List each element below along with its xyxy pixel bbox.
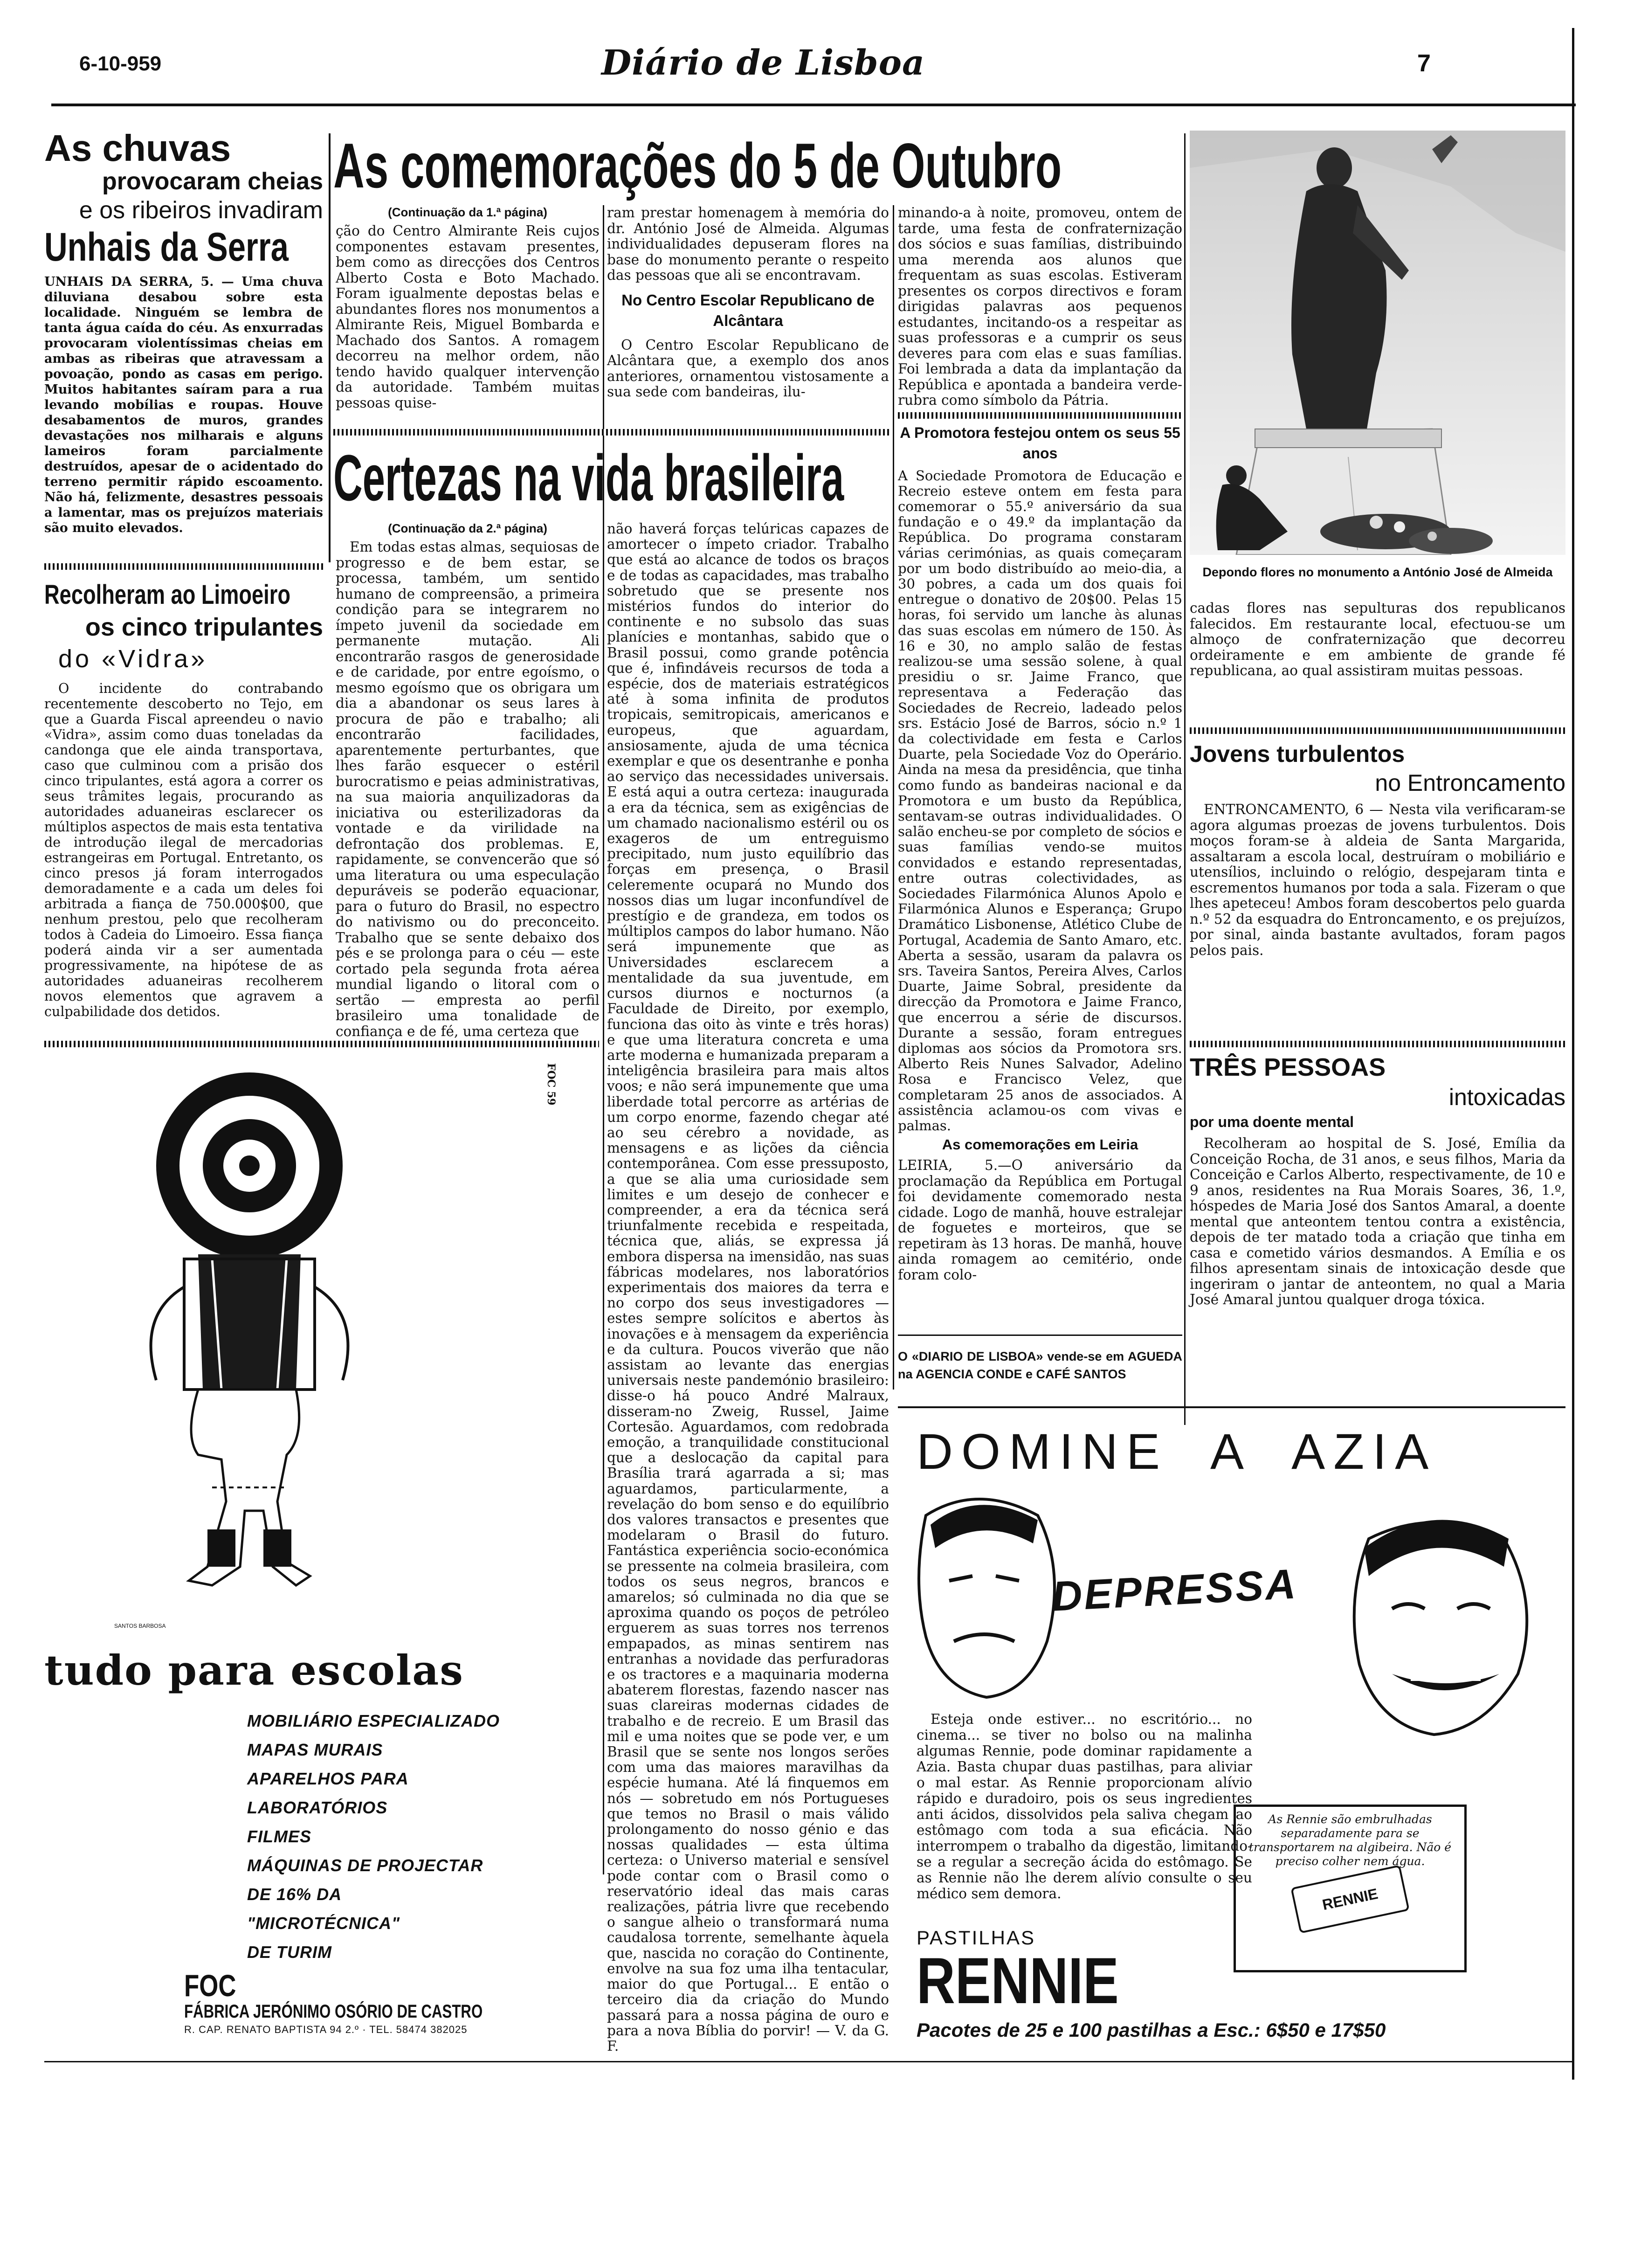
- limoeiro-body: O incidente do contrabando recentemente descoberto no Tejo, em que a Guarda Fiscal apreendeu o navio «Vidra», assim como duas toneladas da candonga que ele ainda transportava, caso que culminou com a prisão dos cinco tripulantes, está agora a correr os seus trâmites legais, procurando as autoridades aduaneiras esclarecer os múltiplos aspectos de mais esta tentativa de introdução ilegal de mercadorias estrangeiras em Portugal. Entretanto, os cinco presos já foram interrogados demoradamente e a cada um deles foi arbitrada a fiança de 750.000$00, que nenhum prestou, pelo que recolheram todos à Cadeia do Limoeiro. Essa fiança poderá ainda vir a ser aumentada progressivamente, na hipótese de as autoridades aduaneiras recolherem novos elementos que agravem a culpabilidade dos detidos.: [44, 681, 323, 1019]
- chuvas-kicker: As chuvas: [44, 127, 231, 169]
- certezas-cont: (Continuação da 2.ª página): [388, 521, 547, 535]
- foc-slogan: tudo para escolas: [44, 1646, 464, 1694]
- comemoracoes-col1: [336, 205, 600, 411]
- bottom-rule: [44, 2061, 1573, 2062]
- foc-ad: [44, 1054, 599, 2033]
- chuvas-headline: Unhais da Serra: [44, 225, 289, 270]
- jovens-line1: Jovens turbulentos: [1190, 741, 1405, 767]
- comemoracoes-col3c-text: LEIRIA, 5.—O aniversário da proclamação da República em Portugal foi devidamente comemorado nesta cidade. Logo de manhã, houve estralejar de foguetes e morteiros, que se repetiram às 13 horas. De manhã, houve ainda romagem ao cemitério, onde foram colo-: [898, 1157, 1182, 1283]
- masthead-rule: [51, 104, 1576, 106]
- foc-item: DE 16% DA: [247, 1885, 342, 1904]
- comemoracoes-col3b-text: A Sociedade Promotora de Educação e Recreio esteve ontem em festa para comemorar o 55.º aniversário da sua fundação e o 49.º da implantação da República. Do programa constaram várias cerimónias, as quais começaram por um bodo distribuído ao meio-dia, a 30 pobres, a cada um dos quais foi entregue o donativo de 20$00. Pelas 15 horas, foi servido um lanche às alunas das suas escolas em número de 150. Às 16 e 30, no amplo salão de festas realizou-se uma sessão solene, à qual presidiu o sr. Jaime Franco, que representava a Federação das Sociedades de Recreio, ladeado pelos srs. Estácio José de Barros, sócio n.º 1 da colectividade em festa e Carlos Duarte, pela Sociedade Voz do Operário. Ainda na mesa da presidência, que tinha como fundo as bandeiras nacional e da Promotora e um busto da República, sentavam-se outras individualidades. O salão encheu-se por completo de sócios e suas famílias vendo-se muitos convidados e estando representadas, entre outras colectividades, as Sociedades Filarmónica Alunos Apolo e Filarmónica Alunos e Esperança; Grupo Dramático Lisbonense, Atlético Clube de Portugal, Academia de Santo Amaro, etc. Aberta a sessão, usaram da palavra os srs. Taveira Santos, Pereira Alves, Carlos Duarte, Jaime Sobral, presidente da direcção da Promotora e Jaime Franco, que encerrou a série de discursos. Durante a sessão, foram entregues diplomas aos sócios da Promotora srs. Alberto Reis Nunes Salvador, Adelino Rosa e Francisco Velez, que completaram 25 anos de associados. A assistência aclamou-os com vivas e palmas.: [898, 467, 1182, 1134]
- foc-item: "MICROTÉCNICA": [247, 1914, 400, 1933]
- certezas-col1: [336, 521, 600, 1039]
- rennie-info-box: [1234, 1805, 1467, 1972]
- limoeiro-line2: os cinco tripulantes: [85, 613, 323, 641]
- comemoracoes-col4-text: cadas flores nas sepulturas dos republicanos falecidos. Em restaurante local, efectuou-se um almoço de confraternização que decorreu ordeiramente e em ambiente de grande fé republicana, ao qual assistiram muitas pessoas.: [1190, 600, 1565, 678]
- comemoracoes-col3: [898, 205, 1182, 1283]
- comemoracoes-headline: As comemorações do 5 de Outubro: [333, 130, 1062, 201]
- foc-item: DE TURIM: [247, 1943, 332, 1962]
- boy-with-target-illustration: [44, 1054, 599, 1637]
- monument-photo: [1190, 131, 1565, 555]
- newspaper-title: Diário de Lisboa: [601, 43, 925, 83]
- rennie-headline: DOMINE A AZIA: [917, 1423, 1437, 1480]
- comemoracoes-col2b-text: O Centro Escolar Republicano de Alcântara que, a exemplo dos anos anteriores, ornamentou vistosamente a sua sede com bandeiras, ilu-: [607, 337, 889, 400]
- article-tres: [1190, 1052, 1565, 1308]
- certezas-col2-text: não haverá forças telúricas capazes de amortecer o ímpeto criador. Trabalho que está ao alcance de todos os braços e de todas as capacidades, mas trabalho sobretudo que se presente nos mistérios fundos do interior do continente e no subsolo das suas planícies e montanhas, sabido que o Brasil possui, como grande potência que é, infindáveis recursos de toda a espécie, dos de materiais estratégicos até à soma infinita de produtos tropicais, semitropicais, americanos e europeus, que aguardam, ansiosamente, ajuda de uma técnica exemplar e que os desentranhe e ponha ao serviço das necessidades universais. E está aqui a outra certeza: inaugurada a era da técnica, sem as exigências de um chamado nacionalismo estéril ou os exageros de um entreguismo precipitado, num justo equilíbrio das forças em presença, o Brasil celeremente ocupará no Mundo dos nossos dias um lugar inconfundível de prestígio e de grandeza, em todos os múltiplos campos do labor humano. Não será impunemente que as Universidades esclarecem a mentalidade da sua juventude, em cursos diurnos e nocturnos (a Faculdade de Direito, por exemplo, funciona das oito às vinte e três horas) e que uma literatura concreta e uma arte moderna e humanizada preparam a inteligência brasileira para mais altos voos; e não será impunemente que uma liberdade total percorre as artérias de um corpo enorme, fazendo chegar até ao seu cérebro a novidade, as mensagens e as lições da ciência contemporânea. Com esse pressuposto, a que se alia uma curiosidade sem limites e um desejo de conhecer e compreender, a era da técnica será triunfalmente recebida e respeitada, técnica que, aliás, se expressa já embora dispersa na imensidão, nas suas fábricas modelares, nos laboratórios experimentais dos maiores da terra e no corpo dos seus investigadores — estes sempre solícitos e abertos às inovações e à mensagem da experiência e da cultura. Poucos viverão que não assistam ao levante das energias universais neste pandemónio brasileiro: disse-o há pouco André Malraux, disseram-no Zweig, Russel, Jaime Cortesão. Aguardamos, com redobrada emoção, a tranquilidade constitucional que a deslocação da capital para Brasília trará agarrada a si; mas aguardamos, particularmente, a revelação do bom senso e do equilíbrio dos valores transactos e presentes que modelaram o Brasil do futuro. Fantástica experiência socio-económica se pressente na colmeia brasileira, com todos os seus negros, brancos e amarelos; só culminada no dia que se aproxima quando os poços de petróleo erguerem as suas torres nos terrenos empapados, as minas sentirem nas entranhas a novidade das perfuradoras e os tractores e a maquinaria moderna abaterem florestas, fazendo nascer nas suas clareiras modernas cidades de trabalho e de recreio. E um Brasil das mil e uma noites que se pode ver, e um Brasil que se sente nos longos serões com uma das maiores maravilhas da espécie humana. Até lá finquemos em nós — sobretudo em nós Portugueses que temos no Brasil o mais válido prolongamento do nosso génio e das nossas qualidades — esta última certeza: o Universo material e sensível pode contar com o Brasil como o reservatório ideal das mais caras realizações, pátria livre que recebendo o sangue alheio o transformará numa caudalosa torrente, semelhante àquela que, nascida no coração do Continente, envolve na sua foz uma ilha tentacular, maior do que Portugal... E então o terceiro dia da criação do Mundo passará para a nossa página de ouro e para a nova Bíblia do porvir! — V. da G. F.: [607, 521, 889, 2054]
- tres-line1: TRÊS PESSOAS: [1190, 1053, 1386, 1081]
- sub-promotora: A Promotora festejou ontem os seus 55 anos: [900, 424, 1180, 462]
- rennie-faces-illustration: [898, 1487, 1565, 1749]
- limoeiro-line1: Recolheram ao Limoeiro: [44, 580, 290, 610]
- foc-item: FILMES: [247, 1827, 311, 1846]
- monument-photo-image: [1190, 131, 1565, 555]
- photo-caption: Depondo flores no monumento a António José de Almeida: [1202, 565, 1553, 579]
- rennie-brand: RENNIE: [917, 1944, 1119, 2017]
- jovens-body: ENTRONCAMENTO, 6 — Nesta vila verificaram-se agora algumas proezas de jovens turbulentos. Dois moços foram-se à aldeia de Santa Margarida, assaltaram a escola local, destruíram o mobiliário e utensílios, incluindo o relógio, despejaram tinta e escrementos humanos por toda a sala. Fizeram o que lhes apeteceu! Ambos foram descobertos pelo guarda n.º 52 da esquadra do Entroncamento, e os prejuízos, por sinal, ainda bastante avultados, foram pagos pelos pais.: [1190, 802, 1565, 958]
- chuvas-line3: e os ribeiros invadiram: [79, 197, 323, 224]
- foc-address: R. CAP. RENATO BAPTISTA 94 2.º · TEL. 58474 382025: [184, 2024, 468, 2035]
- rennie-badge: DEPRESSA: [1050, 1561, 1299, 1620]
- page-date: 6-10-959: [79, 52, 162, 75]
- divider-certezas: [333, 429, 889, 436]
- article-chuvas: [44, 127, 323, 536]
- tres-body: Recolheram ao hospital de S. José, Emília da Conceição Rocha, de 31 anos, e seus filhos, Maria da Conceição e Carlos Alberto, respectivamente, de 10 e 9 anos, residentes na Rua Morais Soares, 36, 1.º, hóspedes de Maria José dos Santos Amaral, a doente mental que anteontem tentou contra a existência, depois de ter matado toda a criação que tinha em casa e cometido vários desmandos. A Emília e os filhos apresentam sinais de intoxicação desde que ingeriram o jantar de anteontem, no qual a Maria José Amaral juntou qualquer droga tóxica.: [1190, 1135, 1565, 1307]
- page-number: 7: [1417, 50, 1431, 77]
- comemoracoes-col2: [607, 205, 889, 400]
- col-sep-4: [1184, 133, 1186, 1425]
- rennie-pack-label: RENNIE: [1321, 1885, 1379, 1913]
- chuvas-line2: provocaram cheias: [102, 168, 323, 195]
- article-limoeiro: [44, 578, 323, 1019]
- rennie-pack-icon: [1290, 1865, 1410, 1934]
- divider-2: [44, 1041, 599, 1047]
- chuvas-body: UNHAIS DA SERRA, 5. — Uma chuva diluviana desabou sobre esta localidade. Ninguém se lembra de tanta água caída do céu. As enxurradas provocaram violentíssimas cheias em ambas as ribeiras que atravessam a povoação, pondo as casas em perigo. Muitos habitantes saíram para a rua levando mobílias e roupas. Houve desabamentos de muros, grandes devastações nos milharais e alguns lameiros foram parcialmente destruídos, apesar de o acidentado do terreno permitir rápido escoamento. Não há, felizmente, desastres pessoais a lamentar, mas os prejuízos materiais são muito elevados.: [44, 275, 323, 535]
- foc-artist: SANTOS BARBOSA: [114, 1623, 166, 1629]
- right-edge-rule: [1572, 28, 1574, 2080]
- tres-line3: por uma doente mental: [1190, 1113, 1354, 1130]
- rennie-body: Esteja onde estiver... no escritório... no cinema... se tiver no bolso ou na malinha algumas Rennie, pode dominar rapidamente a Azia. Basta chupar duas pastilhas, para aliviar o mal estar. As Rennie proporcionam alívio rápido e duradoiro, pois os seus ingredientes anti ácidos, dissolvidos pela saliva chegam ao estômago com toda a sua eficácia. Não interrompem o trabalho da digestão, limitando-se a regular a secreção ácida do estômago. Se as Rennie não lhe derem alívio consulte o seu médico sem demora.: [917, 1711, 1252, 1902]
- foc-items-list: [247, 1707, 601, 1967]
- rennie-box-text: As Rennie são embrulhadas separadamente para se transportarem na algibeira. Não é preciso colher nem água.: [1248, 1812, 1452, 1868]
- divider-jovens: [1190, 727, 1565, 734]
- sub-leiria: As comemorações em Leiria: [942, 1136, 1138, 1153]
- certezas-headline: Certezas na vida brasileira: [333, 441, 844, 514]
- agents-rule: [898, 1335, 1182, 1336]
- rennie-top-rule: [898, 1406, 1565, 1408]
- foc-item: MOBILIÁRIO ESPECIALIZADO: [247, 1711, 500, 1730]
- jovens-line2: no Entroncamento: [1375, 770, 1565, 796]
- rennie-pastilhas: PASTILHAS: [917, 1927, 1035, 1949]
- col-sep-3: [893, 205, 894, 1390]
- foc-item: LABORATÓRIOS: [247, 1798, 388, 1817]
- foc-item: MÁQUINAS DE PROJECTAR: [247, 1856, 483, 1875]
- sub-alcantara: No Centro Escolar Republicano de Alcântara: [621, 291, 875, 329]
- foc-company: FÁBRICA JERÓNIMO OSÓRIO DE CASTRO: [184, 2001, 483, 2022]
- limoeiro-line3: do «Vidra»: [58, 645, 208, 673]
- foc-item: MAPAS MURAIS: [247, 1740, 383, 1759]
- comemoracoes-cont: (Continuação da 1.ª página): [388, 205, 547, 219]
- foc-brand: FOC: [184, 1968, 236, 2003]
- foc-code: FOC 59: [545, 1063, 557, 1106]
- foc-item: APARELHOS PARA: [247, 1769, 409, 1788]
- divider-1: [44, 563, 323, 570]
- article-jovens: [1190, 740, 1565, 958]
- comemoracoes-col1-text: ção do Centro Almirante Reis cujos componentes estavam presentes, bem como as direcções dos Centros Alberto Costa e Boto Machado. Foram igualmente depostas belas e abundantes flores nos monumentos a Almirante Reis, Miguel Bombarda e Machado dos Santos. A romagem decorreu na melhor ordem, não tendo havido qualquer intervenção da autoridade. Também muitas pessoas quise-: [336, 223, 600, 411]
- col-sep-1: [329, 133, 331, 562]
- divider-tres: [1190, 1041, 1565, 1047]
- rennie-ad: [898, 1413, 1565, 2056]
- certezas-col1-text: Em todas estas almas, sequiosas de progresso e de bem estar, se processa, também, um sentido humano de compreensão, a primeira condição para se integrarem no ímpeto juvenil da sociedade em permanente mutação. Ali encontrarão rasgos de generosidade e de caridade, por entre egoísmo, o mesmo egoísmo que os obrigara um dia a abandonar os seus lares à procura de pão e trabalho; ali encontrarão facilidades, aparentemente perturbantes, que lhes farão esquecer o estéril burocratismo e peias administrativas, na sua maioria anquilizadoras da iniciativa ou esterilizadoras da vontade e da virilidade na defrontação dos problemas. E, rapidamente, se convencerão que só uma literatura ou uma especulação depuráveis se poderão equacionar, para o futuro do Brasil, no espectro do nativismo ou do preconceito. Trabalho que se sente debaixo dos pés e se prolonga para o céu — este cortado pela segunda frota aérea mundial ligando o litoral com o sertão — empresta ao perfil brasileiro uma tonalidade de confiança e de fé, uma certeza que: [336, 539, 600, 1039]
- tres-line2: intoxicadas: [1448, 1084, 1565, 1110]
- comemoracoes-col2-text: ram prestar homenagem à memória do dr. António José de Almeida. Algumas individualidades depuseram flores na base do monumento perante o respeito das pessoas que ali se encontravam.: [607, 205, 889, 283]
- comemoracoes-col3-text: minando-a à noite, promoveu, ontem de tarde, uma festa de confraternização dos sócios e suas famílias, distribuindo uma merenda aos alunos que frequentam as suas escolas. Estiveram presentes os corpos directivos e foram dirigidas palavras aos pequenos estudantes, incitando-os a respeitar as suas professoras e a cumprir os seus deveres para com elas e suas famílias. Foi lembrada a data da implantação da República e apontada a bandeira verde-rubra como símbolo da Pátria.: [898, 205, 1182, 408]
- agents-note: O «DIARIO DE LISBOA» vende-se em AGUEDA na AGENCIA CONDE e CAFÉ SANTOS: [898, 1349, 1182, 1381]
- divider-promotora: [898, 412, 1182, 419]
- rennie-price: Pacotes de 25 e 100 pastilhas a Esc.: 6$50 e 17$50: [917, 2019, 1386, 2041]
